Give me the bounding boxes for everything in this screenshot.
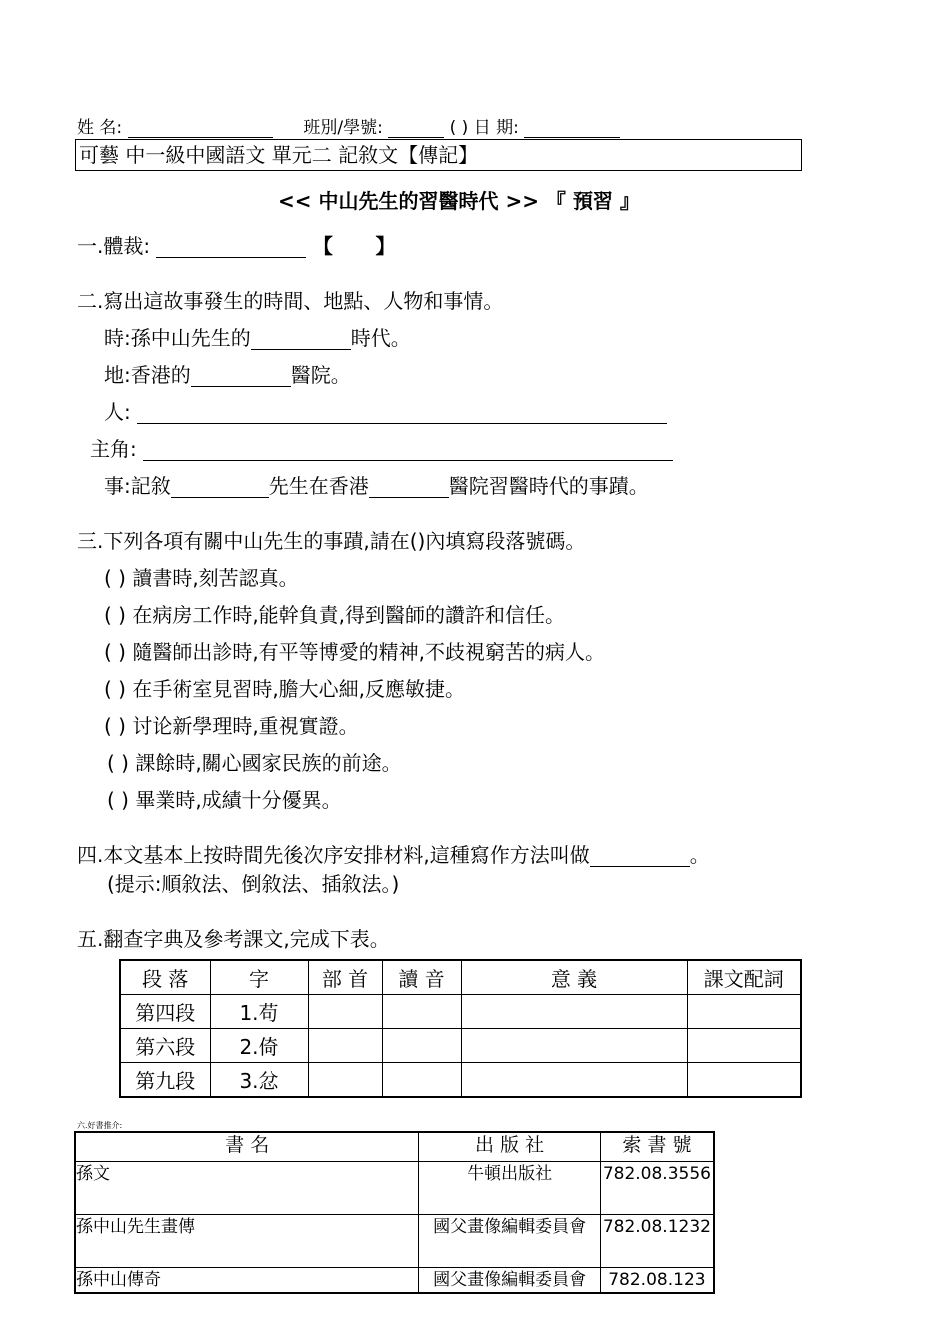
cell-phrase[interactable] [687,1029,801,1063]
q2-place-blank[interactable] [191,366,291,387]
q4-blank[interactable] [590,846,690,867]
unit-box-text: 可藝 中一級中國語文 單元二 記敘文【傳記】 [79,143,479,167]
q2-protagonist-line [90,437,673,461]
q3-item[interactable]: ( ) 課餘時,關心國家民族的前途。 [107,751,402,775]
q2-protagonist-blank[interactable] [143,440,673,461]
class-blank[interactable] [388,117,444,138]
q2-people-label: 人: [104,400,131,424]
q2-event-blank-1[interactable] [171,477,269,498]
q2-protagonist-label: 主角: [90,437,137,461]
cell-call-number: 782.08.3556 [600,1162,714,1215]
cell-radical[interactable] [308,1063,382,1098]
q2-event-line [104,474,649,498]
q3-label: 三.下列各項有關中山先生的事蹟,請在()內填寫段落號碼。 [77,529,586,553]
q1-blank[interactable] [156,237,306,258]
table-row [75,1268,714,1294]
col-header: 索 書 號 [600,1132,714,1162]
col-header: 課文配詞 [687,960,801,995]
cell-paragraph: 第六段 [120,1029,210,1063]
q3-item[interactable]: ( ) 讨论新學理時,重視實證。 [104,714,359,738]
q2-event-blank-2[interactable] [369,477,449,498]
q4-label: 四.本文基本上按時間先後次序安排材料,這種寫作方法叫做 [77,843,590,867]
cell-paragraph: 第九段 [120,1063,210,1098]
col-header: 字 [210,960,308,995]
date-label: 日 期: [473,118,519,138]
q2-people-blank[interactable] [137,403,667,424]
cell-phrase[interactable] [687,1063,801,1098]
cell-publisher: 國父畫像編輯委員會 [419,1268,600,1294]
table-header-row [75,1132,714,1162]
q3-item[interactable]: ( ) 畢業時,成績十分優異。 [107,788,342,812]
cell-pronunciation[interactable] [382,1063,461,1098]
class-label: 班別/學號: [303,118,383,138]
cell-pronunciation[interactable] [382,1029,461,1063]
page-title: << 中山先生的習醫時代 >> 『 預習 』 [278,189,640,213]
q4-end: 。 [689,843,710,867]
q2-people-line [104,400,667,424]
q2-event-pre: 事:記敘 [104,474,171,498]
header-line [77,117,620,138]
q1-label: 一.體裁: [77,234,151,258]
cell-call-number: 782.08.1232 [600,1215,714,1268]
q2-time-pre: 時:孫中山先生的 [104,326,251,350]
q2-time-line [104,326,411,350]
q3-item[interactable]: ( ) 隨醫師出診時,有平等博愛的精神,不歧視窮苦的病人。 [104,640,606,664]
table-row [75,1162,714,1215]
cell-publisher: 牛頓出版社 [419,1162,600,1215]
cell-radical[interactable] [308,995,382,1029]
q3-item[interactable]: ( ) 讀書時,刻苦認真。 [104,566,299,590]
cell-meaning[interactable] [461,1063,687,1098]
table-row [120,995,801,1029]
cell-meaning[interactable] [461,995,687,1029]
col-header: 段 落 [120,960,210,995]
q4-hint: (提示:順敘法、倒敘法、插敘法。) [107,872,400,896]
unit-box [75,139,802,171]
cell-phrase[interactable] [687,995,801,1029]
q2-time-blank[interactable] [251,329,351,350]
q2-place-pre: 地:香港的 [104,363,191,387]
table-row [120,1029,801,1063]
col-header: 出 版 社 [419,1132,600,1162]
q3-item[interactable]: ( ) 在病房工作時,能幹負責,得到醫師的讚許和信任。 [104,603,566,627]
col-header: 讀 音 [382,960,461,995]
q1-bracket-close: 】 [375,234,396,258]
date-blank[interactable] [524,117,620,138]
cell-radical[interactable] [308,1029,382,1063]
q1-bracket-open: 【 [312,234,333,258]
q2-time-post: 時代。 [350,326,411,350]
col-header: 書 名 [75,1132,419,1162]
q5-table [119,959,802,1098]
q3-item[interactable]: ( ) 在手術室見習時,膽大心細,反應敏捷。 [104,677,466,701]
cell-publisher: 國父畫像編輯委員會 [419,1215,600,1268]
cell-pronunciation[interactable] [382,995,461,1029]
table-header-row [120,960,801,995]
q5-label: 五.翻查字典及參考課文,完成下表。 [77,927,390,951]
table-row [75,1215,714,1268]
table-row [120,1063,801,1098]
q1-line [77,234,396,258]
cell-book-title: 孫中山先生畫傳 [75,1215,419,1268]
col-header: 部 首 [308,960,382,995]
name-label: 姓 名: [77,118,123,138]
cell-word: 3.忿 [210,1063,308,1098]
cell-book-title: 孫中山傳奇 [75,1268,419,1294]
cell-word: 2.倚 [210,1029,308,1063]
cell-meaning[interactable] [461,1029,687,1063]
cell-call-number: 782.08.123 [600,1268,714,1294]
q2-event-mid: 先生在香港 [268,474,369,498]
col-header: 意 義 [461,960,687,995]
name-blank[interactable] [128,117,273,138]
q6-table [74,1131,715,1294]
cell-book-title: 孫文 [75,1162,419,1215]
q2-label: 二.寫出這故事發生的時間、地點、人物和事情。 [77,289,504,313]
q2-place-post: 醫院。 [290,363,351,387]
seat-paren[interactable]: ( ) [449,118,469,138]
q6-label: 六.好書推介: [77,1121,123,1130]
q2-place-line [104,363,351,387]
cell-word: 1.苟 [210,995,308,1029]
q2-event-post: 醫院習醫時代的事蹟。 [448,474,649,498]
cell-paragraph: 第四段 [120,995,210,1029]
q4-line [77,843,710,867]
